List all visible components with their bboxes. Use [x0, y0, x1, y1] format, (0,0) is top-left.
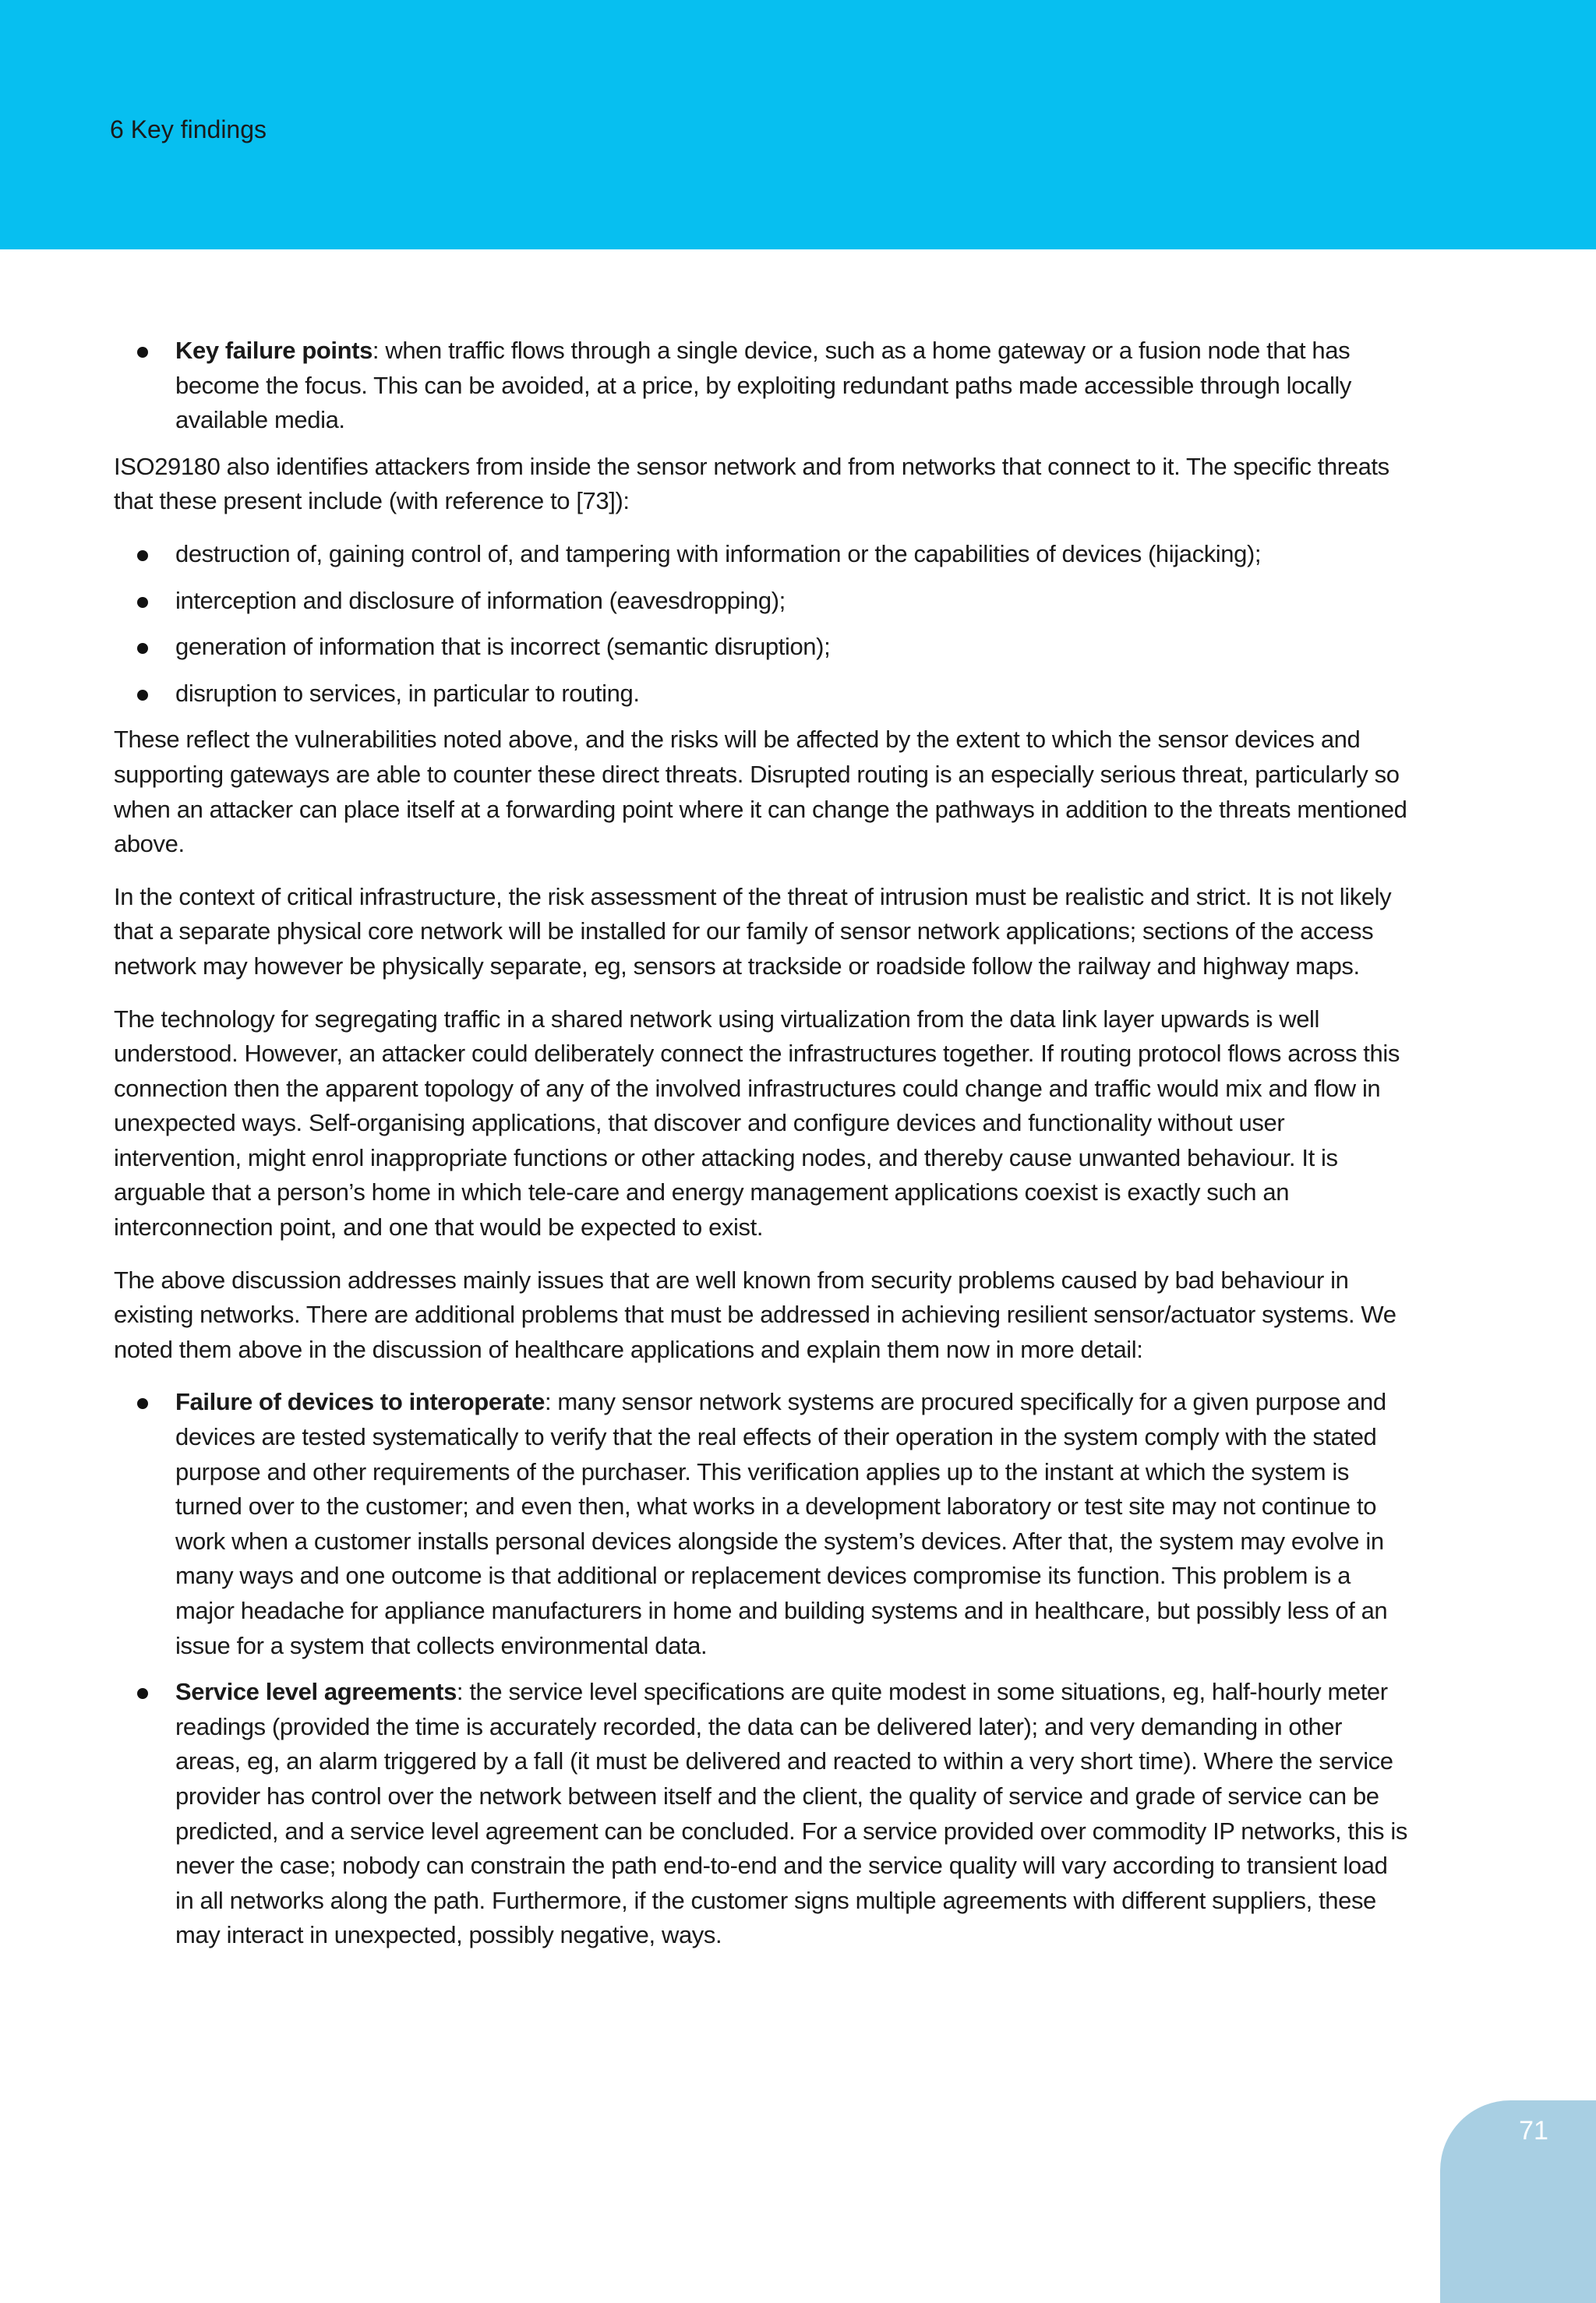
- list-item-text: interception and disclosure of information (eavesdropping);: [175, 586, 786, 614]
- bullet-icon: [137, 597, 148, 608]
- list-item: [114, 334, 1407, 438]
- threats-list: [114, 537, 1407, 711]
- paragraph-iso29180: ISO29180 also identifies attackers from inside the sensor network and from networks that connect to it. The specific threats that these present include (with reference to [73]):: [114, 452, 1389, 515]
- list-item-text: : the service level specifications are quite modest in some situations, eg, half-hourly meter readings (provided the time is accurately recorded, the data can be delivered later); and very demanding in other areas, eg, an alarm triggered by a fall (it must be delivered and reacted to within a very short time). Where the service provider has control over the network between itself and the client, the quality of service and grade of service can be predicted, and a service level agreement can be concluded. For a service provided over commodity IP networks, this is never the case; nobody can constrain the path end-to-end and the service quality will vary according to transient load in all networks along the path. Furthermore, if the customer signs multiple agreements with different suppliers, these may interact in unexpected, possibly negative, ways.: [175, 1678, 1407, 1949]
- list-item-text: destruction of, gaining control of, and tampering with information or the capabilities of devices (hijacking);: [175, 539, 1262, 567]
- bullet-icon: [137, 690, 148, 701]
- list-item: [114, 630, 1407, 665]
- bullet-icon: [137, 1688, 148, 1699]
- list-item-term: Service level agreements: [175, 1678, 457, 1706]
- paragraph-additional-problems: The above discussion addresses mainly issues that are well known from security problems caused by bad behaviour in existing networks. There are additional problems that must be addressed in achieving resilient sensor/actuator systems. We noted them above in the discussion of healthcare applications and explain them now in more detail:: [114, 1266, 1396, 1363]
- list-item: [114, 537, 1407, 572]
- bullet-icon: [137, 550, 148, 561]
- list-item: [114, 676, 1407, 712]
- page-number: 71: [1519, 2116, 1548, 2146]
- list-item-text: disruption to services, in particular to routing.: [175, 679, 640, 707]
- list-item-term: Failure of devices to interoperate: [175, 1388, 545, 1416]
- bullet-icon: [137, 347, 148, 358]
- list-item-text: : when traffic flows through a single device, such as a home gateway or a fusion node that has become the focus. This can be avoided, at a price, by exploiting redundant paths made accessible through locally available media.: [175, 337, 1352, 434]
- failure-points-list: [114, 334, 1407, 438]
- bullet-icon: [137, 643, 148, 654]
- list-item: [114, 1385, 1407, 1663]
- section-title: 6 Key findings: [110, 115, 267, 143]
- list-item-text: generation of information that is incorrect (semantic disruption);: [175, 633, 831, 661]
- paragraph-segregating-traffic: The technology for segregating traffic in a shared network using virtualization from the data link layer upwards is well understood. However, an attacker could deliberately connect the infrastructures together. If routing protocol flows across this connection then the apparent topology of any of the involved infrastructures could change and traffic would mix and flow in unexpected ways. Self-organising applications, that discover and configure devices and functionality without user intervention, might enrol inappropriate functions or other attacking nodes, and thereby cause unwanted behaviour. It is arguable that a person’s home in which tele-care and energy management applications coexist is exactly such an interconnection point, and one that would be expected to exist.: [114, 1005, 1400, 1242]
- list-item-text: : many sensor network systems are procured specifically for a given purpose and devices are tested systematically to verify that the real effects of their operation in the system comply with the stated purpose and other requirements of the purchaser. This verification applies up to the instant at which the system is turned over to the customer; and even then, what works in a development laboratory or test site may not continue to work when a customer installs personal devices alongside the system’s devices. After that, the system may evolve in many ways and one outcome is that additional or replacement devices compromise its function. This problem is a major headache for appliance manufacturers in home and building systems and in healthcare, but possibly less of an issue for a system that collects environmental data.: [175, 1388, 1388, 1659]
- bullet-icon: [137, 1398, 148, 1409]
- paragraph-vulnerabilities: These reflect the vulnerabilities noted above, and the risks will be affected by the extent to which the sensor devices and supporting gateways are able to counter these direct threats. Disrupted routing is an especially serious threat, particularly so when an attacker can place itself at a forwarding point where it can change the pathways in addition to the threats mentioned above.: [114, 726, 1407, 858]
- page-body: [114, 334, 1407, 1965]
- additional-problems-list: [114, 1385, 1407, 1953]
- paragraph-critical-infrastructure: In the context of critical infrastructure, the risk assessment of the threat of intrusion must be realistic and strict. It is not likely that a separate physical core network will be installed for our family of sensor network applications; sections of the access network may however be physically separate, eg, sensors at trackside or roadside follow the railway and highway maps.: [114, 882, 1392, 980]
- list-item: [114, 1675, 1407, 1953]
- list-item: [114, 584, 1407, 619]
- list-item-term: Key failure points: [175, 337, 373, 364]
